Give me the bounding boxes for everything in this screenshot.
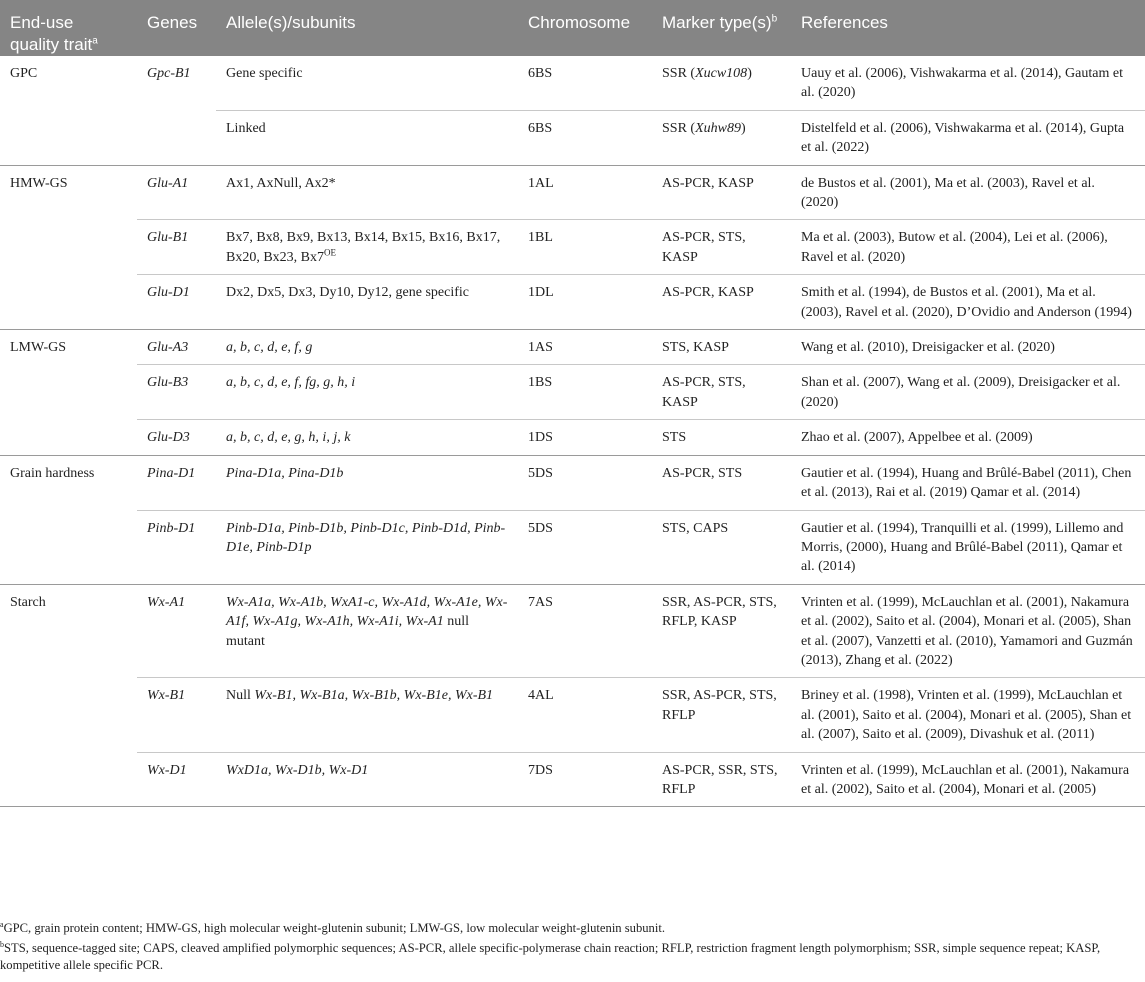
chromosome-cell: 4AL [518,678,652,752]
gene-cell: Glu-D3 [137,420,216,455]
references-cell: Distelfeld et al. (2006), Vishwakarma et al. (2014), Gupta et al. (2022) [791,110,1145,165]
gene-cell: Glu-B1 [137,220,216,275]
table-row [0,56,1145,110]
trait-cell: HMW-GS [0,165,137,329]
gene-cell: Wx-B1 [137,678,216,752]
marker-cell: AS-PCR, SSR, STS, RFLP [652,752,791,807]
gene-cell: Pinb-D1 [137,510,216,584]
table-row [0,330,1145,365]
allele-cell: Dx2, Dx5, Dx3, Dy10, Dy12, gene specific [216,275,518,330]
gene-cell: Pina-D1 [137,455,216,510]
header-trait: End-use quality trait$^a$ [0,0,137,56]
references-cell: Vrinten et al. (1999), McLauchlan et al. (2001), Nakamura et al. (2002), Saito et al. (2004), Monari et al. (2005) [791,752,1145,807]
references-cell: Wang et al. (2010), Dreisigacker et al. (2020) [791,330,1145,365]
header-alleles: Allele(s)/subunits [216,0,518,56]
table-footnotes [0,920,1145,977]
chromosome-cell: 6BS [518,110,652,165]
chromosome-cell: 7DS [518,752,652,807]
header-marker: Marker $type(s)^b$ [652,0,791,56]
marker-cell: SSR, AS-PCR, STS, RFLP, KASP [652,584,791,678]
table-row [0,420,1145,455]
chromosome-cell: 5DS [518,510,652,584]
table-row [0,678,1145,752]
table-row [0,455,1145,510]
gene-cell: Glu-A1 [137,165,216,220]
trait-cell: Grain hardness [0,455,137,584]
table-row [0,510,1145,584]
trait-cell: GPC [0,56,137,165]
table-row [0,275,1145,330]
references-cell: Smith et al. (1994), de Bustos et al. (2001), Ma et al. (2003), Ravel et al. (2020), D’Ovidio and Anderson (1994) [791,275,1145,330]
gene-cell: Gpc-B1 [137,56,216,165]
marker-cell: AS-PCR, KASP [652,165,791,220]
chromosome-cell: 1BS [518,365,652,420]
allele-cell: a, b, c, d, e, f, g [216,330,518,365]
allele-cell: Ax1, AxNull, Ax2* [216,165,518,220]
marker-cell: STS [652,420,791,455]
references-cell: Gautier et al. (1994), Huang and Brûlé-Babel (2011), Chen et al. (2013), Rai et al. (2019) Qamar et al. (2014) [791,455,1145,510]
marker-cell: AS-PCR, STS [652,455,791,510]
marker-cell: SSR (Xucw108) [652,56,791,110]
table-row [0,365,1145,420]
chromosome-cell: 1AS [518,330,652,365]
chromosome-cell: 1BL [518,220,652,275]
gene-cell: Wx-D1 [137,752,216,807]
references-cell: Gautier et al. (1994), Tranquilli et al. (1999), Lillemo and Morris, (2000), Huang and Brûlé-Babel (2011), Qamar et al. (2014) [791,510,1145,584]
gene-cell: Glu-A3 [137,330,216,365]
table-row [0,220,1145,275]
header-row [0,0,1145,56]
footnote-b: $^b$STS, sequence-tagged site; CAPS, cleaved amplified polymorphic sequences; AS-PCR, allele specific-polymerase chain reaction; RFLP, restriction fragment length polymorphism; SSR, simple sequence repeat; KASP, kompetitive allele specific PCR. [0,939,1101,972]
marker-cell: SSR, AS-PCR, STS, RFLP [652,678,791,752]
allele-cell: Wx-A1a, Wx-A1b, WxA1-c, Wx-A1d, Wx-A1e, Wx-A1f, Wx-A1g, Wx-A1h, Wx-A1i, Wx-A1 null mutant [216,584,518,678]
allele-cell: Pinb-D1a, Pinb-D1b, Pinb-D1c, Pinb-D1d, Pinb-D1e, Pinb-D1p [216,510,518,584]
allele-cell: a, b, c, d, e, f, fg, g, h, i [216,365,518,420]
allele-cell: Null Wx-B1, Wx-B1a, Wx-B1b, Wx-B1e, Wx-B1 [216,678,518,752]
references-cell: Vrinten et al. (1999), McLauchlan et al. (2001), Nakamura et al. (2002), Saito et al. (2004), Monari et al. (2005), Shan et al. (2007), Vanzetti et al. (2010), Yamamori and Guzmán (2013), Zhang et al. (2022) [791,584,1145,678]
gene-cell: Wx-A1 [137,584,216,678]
marker-cell: SSR (Xuhw89) [652,110,791,165]
allele-cell: a, b, c, d, e, g, h, i, j, k [216,420,518,455]
allele-cell: Bx7, Bx8, Bx9, Bx13, Bx14, Bx15, Bx16, Bx17, Bx20, Bx23, $Bx7^{OE}$ [216,220,518,275]
marker-cell: AS-PCR, KASP [652,275,791,330]
table-row [0,165,1145,220]
allele-cell: WxD1a, Wx-D1b, Wx-D1 [216,752,518,807]
references-cell: Uauy et al. (2006), Vishwakarma et al. (2014), Gautam et al. (2020) [791,56,1145,110]
marker-cell: STS, CAPS [652,510,791,584]
chromosome-cell: 1AL [518,165,652,220]
chromosome-cell: 6BS [518,56,652,110]
allele-cell: Gene specific [216,56,518,110]
chromosome-cell: 1DL [518,275,652,330]
references-cell: Zhao et al. (2007), Appelbee et al. (2009) [791,420,1145,455]
header-genes: Genes [137,0,216,56]
chromosome-cell: 7AS [518,584,652,678]
footnote-a: $^a$GPC, grain protein content; HMW-GS, high molecular weight-glutenin subunit; LMW-GS, low molecular weight-glutenin subunit. [0,919,665,935]
table-row [0,752,1145,807]
allele-cell: Linked [216,110,518,165]
gene-cell: Glu-D1 [137,275,216,330]
header-references: References [791,0,1145,56]
trait-cell: LMW-GS [0,330,137,456]
references-cell: Shan et al. (2007), Wang et al. (2009), Dreisigacker et al. (2020) [791,365,1145,420]
marker-cell: AS-PCR, STS, KASP [652,220,791,275]
references-cell: Briney et al. (1998), Vrinten et al. (1999), McLauchlan et al. (2001), Saito et al. (2004), Monari et al. (2005), Shan et al. (2007), Saito et al. (2009), Divashuk et al. (2011) [791,678,1145,752]
references-cell: Ma et al. (2003), Butow et al. (2004), Lei et al. (2006), Ravel et al. (2020) [791,220,1145,275]
gene-cell: Glu-B3 [137,365,216,420]
header-chromosome: Chromosome [518,0,652,56]
references-cell: de Bustos et al. (2001), Ma et al. (2003), Ravel et al. (2020) [791,165,1145,220]
marker-cell: STS, KASP [652,330,791,365]
allele-cell: Pina-D1a, Pina-D1b [216,455,518,510]
marker-cell: AS-PCR, STS, KASP [652,365,791,420]
table-row [0,584,1145,678]
trait-cell: Starch [0,584,137,807]
chromosome-cell: 1DS [518,420,652,455]
chromosome-cell: 5DS [518,455,652,510]
